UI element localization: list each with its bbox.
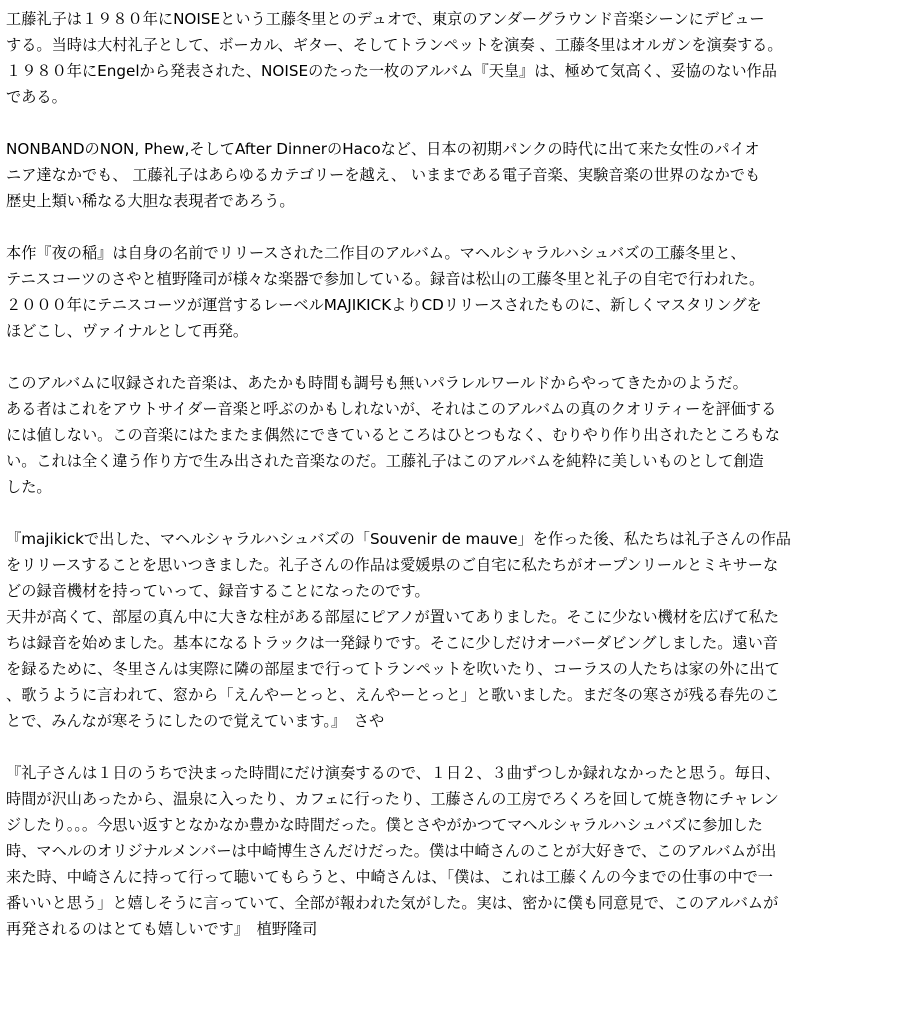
text-line: ほどこし、ヴァイナルとして再発。: [6, 322, 249, 340]
paragraph-quote-ueno: [6, 760, 900, 942]
text-line: 本作『夜の稲』は自身の名前でリリースされた二作目のアルバム。マヘルシャラルハシュバズの工藤冬里と、: [6, 244, 746, 262]
text-line: ある者はこれをアウトサイダー音楽と呼ぶのかもしれないが、それはこのアルバムの真のクオリティーを評価する: [6, 400, 777, 418]
text-line: 、歌うように言われて、窓から「えんやーとっと、えんやーとっと」と歌いました。まだ冬の寒さが残る春先のこ: [6, 686, 780, 704]
text-line: 歴史上類い稀なる大胆な表現者であろう。: [6, 192, 295, 210]
text-line: する。当時は大村礼子として、ボーカル、ギター、そしてトランペットを演奏 、工藤冬里はオルガンを演奏する。: [6, 36, 783, 54]
text-line: このアルバムに収録された音楽は、あたかも時間も調号も無いパラレルワールドからやってきたかのようだ。: [6, 374, 748, 392]
paragraph-intro: [6, 6, 900, 110]
text-line: 工藤礼子は１９８０年にNOISEという工藤冬里とのデュオで、東京のアンダーグラウンド音楽シーンにデビュー: [6, 10, 765, 28]
text-line: 来た時、中崎さんに持って行って聴いてもらうと、中崎さんは、「僕は、これは工藤くんの今までの仕事の中で一: [6, 868, 773, 886]
text-line: した。: [6, 478, 52, 496]
paragraph-album: [6, 240, 900, 344]
paragraph-quote-saya: [6, 526, 900, 734]
text-line: 天井が高くて、部屋の真ん中に大きな柱がある部屋にピアノが置いてありました。そこに少ない機材を広げて私た: [6, 608, 780, 626]
text-line: テニスコーツのさやと植野隆司が様々な楽器で参加している。録音は松山の工藤冬里と礼子の自宅で行われた。: [6, 270, 765, 288]
text-line: 時間が沢山あったから、温泉に入ったり、カフェに行ったり、工藤さんの工房でろくろを回して焼き物にチャレン: [6, 790, 779, 808]
text-line: 再発されるのはとても嬉しいです』 植野隆司: [6, 920, 318, 938]
paragraph-music: [6, 370, 900, 500]
text-line: い。これは全く違う作り方で生み出された音楽なのだ。工藤礼子はこのアルバムを純粋に美しいものとして創造: [6, 452, 764, 470]
text-line: には値しない。この音楽にはたまたま偶然にできているところはひとつもなく、むりやり作り出されたところもな: [6, 426, 780, 444]
text-line: である。: [6, 88, 67, 106]
text-line: ニア達なかでも、 工藤礼子はあらゆるカテゴリーを越え、 いままである電子音楽、実験音楽の世界のなかでも: [6, 166, 761, 184]
paragraph-pioneers: [6, 136, 900, 214]
text-line: 番いいと思う」と嬉しそうに言っていて、全部が報われた気がした。実は、密かに僕も同意見で、このアルバムが: [6, 894, 779, 912]
text-line: 『礼子さんは１日のうちで決まった時間にだけ演奏するので、１日２、３曲ずつしか録れなかったと思う。毎日、: [6, 764, 781, 782]
text-line: ちは録音を始めました。基本になるトラックは一発録りです。そこに少しだけオーバーダビングしました。遠い音: [6, 634, 778, 652]
text-line: 時、マヘルのオリジナルメンバーは中崎博生さんだけだった。僕は中崎さんのことが大好きで、このアルバムが出: [6, 842, 777, 860]
text-line: とで、みんなが寒そうにしたので覚えています。』 さや: [6, 712, 385, 730]
text-line: どの録音機材を持っていって、録音することになったのです。: [6, 582, 430, 600]
text-line: １９８０年にEngelから発表された、NOISEのたった一枚のアルバム『天皇』は、極めて気高く、妥協のない作品: [6, 62, 777, 80]
text-line: NONBANDのNON, Phew,そしてAfter DinnerのHacoなど、日本の初期パンクの時代に出て来た女性のパイオ: [6, 140, 760, 158]
text-line: 『majikickで出した、マヘルシャラルハシュバズの「Souvenir de mauve」を作った後、私たちは礼子さんの作品: [6, 530, 791, 548]
text-line: を録るために、冬里さんは実際に隣の部屋まで行ってトランペットを吹いたり、コーラスの人たちは家の外に出て: [6, 660, 780, 678]
text-line: をリリースすることを思いつきました。礼子さんの作品は愛媛県のご自宅に私たちがオープンリールとミキサーな: [6, 556, 779, 574]
text-line: ２０００年にテニスコーツが運営するレーベルMAJIKICKよりCDリリースされたものに、新しくマスタリングを: [6, 296, 762, 314]
text-line: ジしたり。。。今思い返すとなかなか豊かな時間だった。僕とさやがかつてマヘルシャラルハシュバズに参加した: [6, 816, 763, 834]
